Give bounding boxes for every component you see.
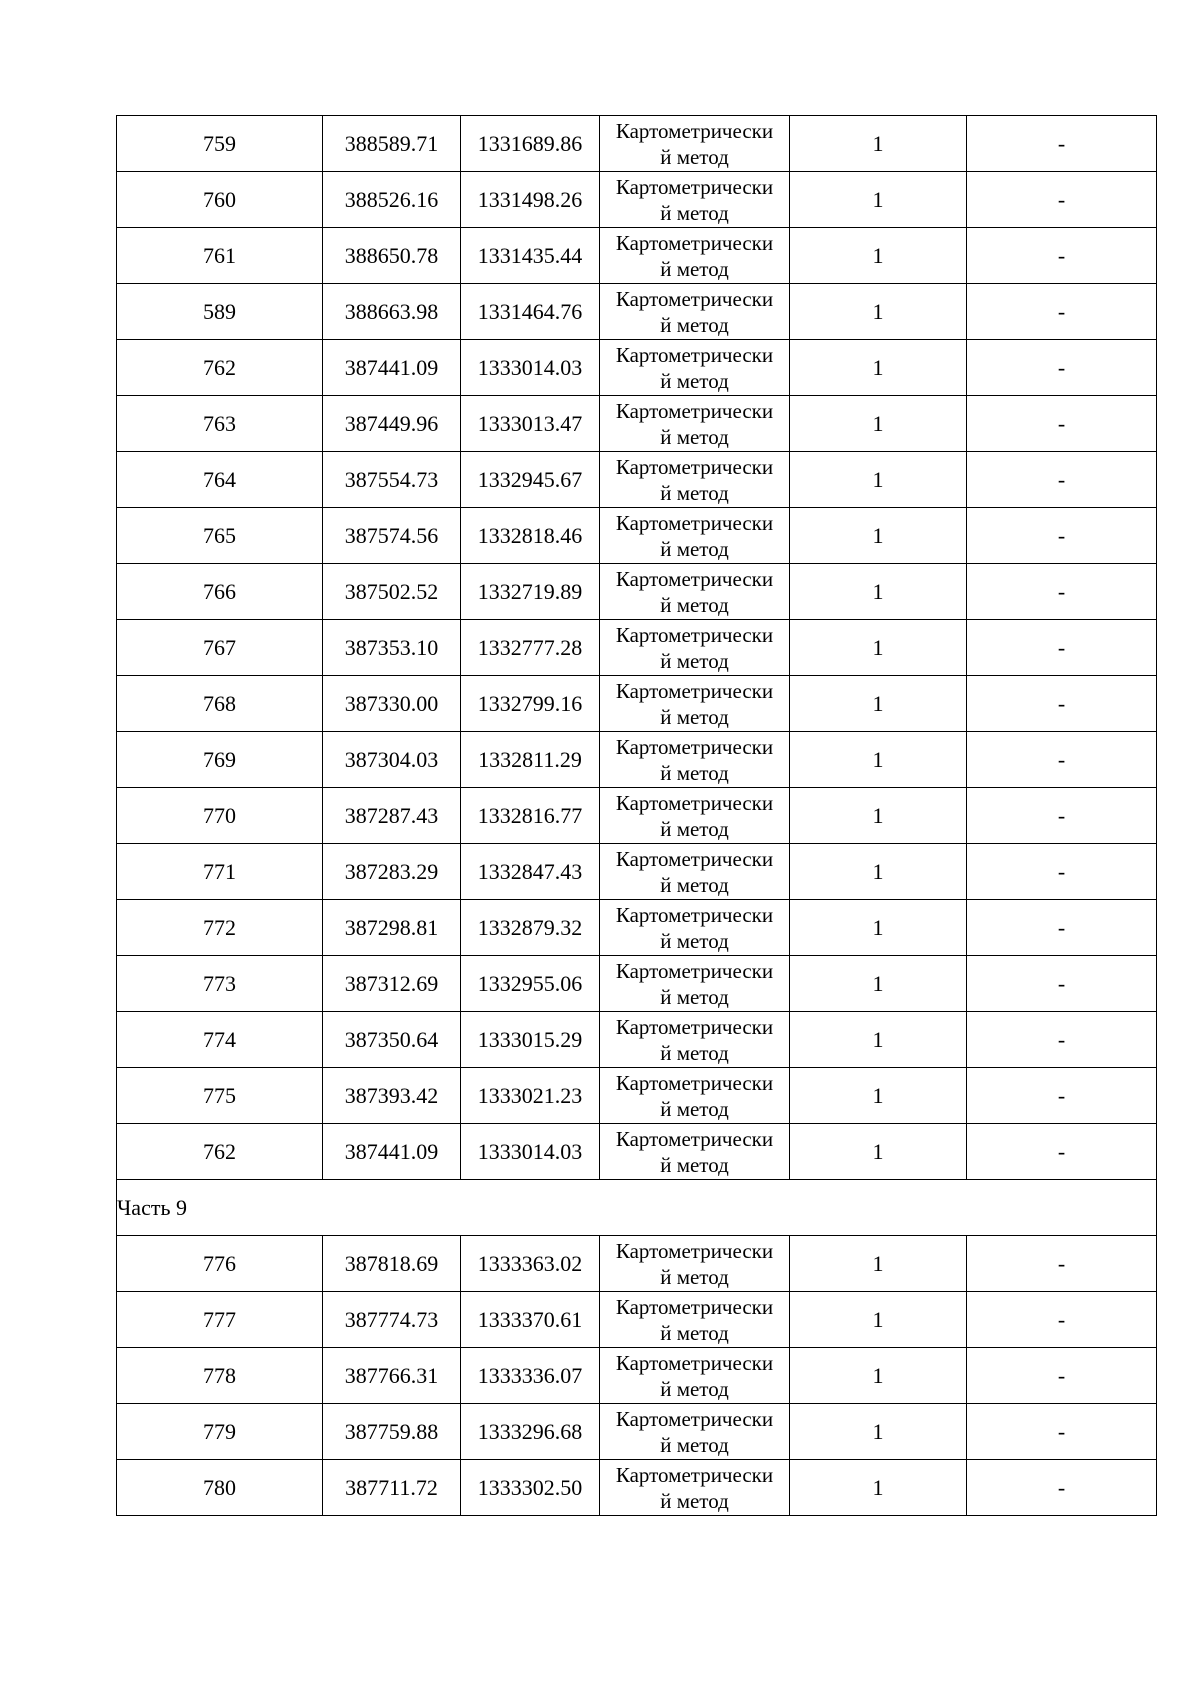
method-text-line: Картометрически (615, 958, 774, 983)
method-text-line: Картометрически (615, 622, 774, 647)
coordinate-y-cell: 1333015.29 (461, 1012, 600, 1068)
note-cell: - (967, 1292, 1157, 1348)
coordinate-x-cell: 387353.10 (323, 620, 461, 676)
section-title: Часть 9 (117, 1180, 1157, 1236)
accuracy-cell: 1 (790, 228, 967, 284)
accuracy-cell: 1 (790, 284, 967, 340)
method-text-line: Картометрически (615, 454, 774, 479)
method-text-line: Картометрически (615, 1294, 774, 1319)
table-row (117, 452, 1157, 508)
coordinate-y-cell: 1332945.67 (461, 452, 600, 508)
accuracy-cell: 1 (790, 1348, 967, 1404)
method-cell (600, 116, 790, 172)
accuracy-cell: 1 (790, 676, 967, 732)
coordinate-y-cell: 1332955.06 (461, 956, 600, 1012)
note-cell: - (967, 228, 1157, 284)
coordinate-y-cell: 1332777.28 (461, 620, 600, 676)
point-number-cell: 760 (117, 172, 323, 228)
method-cell (600, 396, 790, 452)
table-row (117, 1068, 1157, 1124)
coordinate-x-cell: 387774.73 (323, 1292, 461, 1348)
table-row (117, 1124, 1157, 1180)
coordinate-x-cell: 387283.29 (323, 844, 461, 900)
point-number-cell: 761 (117, 228, 323, 284)
method-text-line: й метод (660, 256, 729, 281)
accuracy-cell: 1 (790, 1292, 967, 1348)
method-text-line: й метод (660, 760, 729, 785)
accuracy-cell: 1 (790, 1124, 967, 1180)
method-text-line: Картометрически (615, 1126, 774, 1151)
method-text-line: й метод (660, 1376, 729, 1401)
note-cell: - (967, 1460, 1157, 1516)
note-cell: - (967, 172, 1157, 228)
method-cell (600, 284, 790, 340)
method-text-line: й метод (660, 872, 729, 897)
method-cell (600, 564, 790, 620)
method-text-line: й метод (660, 144, 729, 169)
accuracy-cell: 1 (790, 900, 967, 956)
method-text-line: й метод (660, 1432, 729, 1457)
coordinate-x-cell: 387312.69 (323, 956, 461, 1012)
point-number-cell: 772 (117, 900, 323, 956)
coordinate-y-cell: 1331435.44 (461, 228, 600, 284)
accuracy-cell: 1 (790, 340, 967, 396)
accuracy-cell: 1 (790, 1236, 967, 1292)
method-cell (600, 172, 790, 228)
accuracy-cell: 1 (790, 1460, 967, 1516)
coordinate-x-cell: 387330.00 (323, 676, 461, 732)
note-cell: - (967, 956, 1157, 1012)
method-cell (600, 900, 790, 956)
method-cell (600, 676, 790, 732)
table-row (117, 1012, 1157, 1068)
coordinate-x-cell: 388663.98 (323, 284, 461, 340)
method-cell (600, 620, 790, 676)
point-number-cell: 774 (117, 1012, 323, 1068)
table-body (117, 116, 1157, 1516)
table-row (117, 340, 1157, 396)
method-text-line: й метод (660, 200, 729, 225)
point-number-cell: 769 (117, 732, 323, 788)
method-text-line: Картометрически (615, 846, 774, 871)
note-cell: - (967, 1012, 1157, 1068)
coordinate-x-cell: 387574.56 (323, 508, 461, 564)
coordinate-x-cell: 388589.71 (323, 116, 461, 172)
table-row (117, 900, 1157, 956)
point-number-cell: 771 (117, 844, 323, 900)
method-cell (600, 1124, 790, 1180)
point-number-cell: 766 (117, 564, 323, 620)
method-text-line: Картометрически (615, 398, 774, 423)
accuracy-cell: 1 (790, 172, 967, 228)
note-cell: - (967, 564, 1157, 620)
accuracy-cell: 1 (790, 1012, 967, 1068)
table-row (117, 676, 1157, 732)
coordinate-y-cell: 1332847.43 (461, 844, 600, 900)
method-cell (600, 1404, 790, 1460)
note-cell: - (967, 284, 1157, 340)
table-row (117, 508, 1157, 564)
method-text-line: Картометрически (615, 1070, 774, 1095)
method-text-line: Картометрически (615, 510, 774, 535)
note-cell: - (967, 900, 1157, 956)
method-text-line: й метод (660, 480, 729, 505)
coordinate-x-cell: 388650.78 (323, 228, 461, 284)
accuracy-cell: 1 (790, 620, 967, 676)
method-cell (600, 1068, 790, 1124)
method-cell (600, 732, 790, 788)
table-row (117, 1460, 1157, 1516)
table-row (117, 844, 1157, 900)
method-cell (600, 844, 790, 900)
method-cell (600, 340, 790, 396)
method-text-line: й метод (660, 1488, 729, 1513)
method-text-line: Картометрически (615, 1462, 774, 1487)
coordinate-x-cell: 387759.88 (323, 1404, 461, 1460)
coordinate-x-cell: 387502.52 (323, 564, 461, 620)
method-text-line: й метод (660, 648, 729, 673)
method-text-line: й метод (660, 928, 729, 953)
coordinate-x-cell: 387441.09 (323, 340, 461, 396)
table-row (117, 172, 1157, 228)
coordinate-x-cell: 387350.64 (323, 1012, 461, 1068)
method-text-line: Картометрически (615, 1350, 774, 1375)
coordinate-y-cell: 1332719.89 (461, 564, 600, 620)
coordinate-y-cell: 1332818.46 (461, 508, 600, 564)
table-row (117, 228, 1157, 284)
point-number-cell: 768 (117, 676, 323, 732)
coordinate-y-cell: 1333021.23 (461, 1068, 600, 1124)
note-cell: - (967, 1068, 1157, 1124)
accuracy-cell: 1 (790, 1068, 967, 1124)
accuracy-cell: 1 (790, 396, 967, 452)
coordinate-y-cell: 1333014.03 (461, 340, 600, 396)
method-text-line: й метод (660, 592, 729, 617)
coordinate-x-cell: 387287.43 (323, 788, 461, 844)
method-text-line: й метод (660, 1096, 729, 1121)
method-text-line: й метод (660, 1040, 729, 1065)
table-row (117, 1236, 1157, 1292)
note-cell: - (967, 788, 1157, 844)
accuracy-cell: 1 (790, 956, 967, 1012)
coordinate-y-cell: 1332816.77 (461, 788, 600, 844)
method-cell (600, 508, 790, 564)
coordinate-y-cell: 1331464.76 (461, 284, 600, 340)
method-text-line: й метод (660, 704, 729, 729)
table-row (117, 284, 1157, 340)
method-cell (600, 1460, 790, 1516)
note-cell: - (967, 1124, 1157, 1180)
coordinate-x-cell: 387393.42 (323, 1068, 461, 1124)
coordinate-y-cell: 1331498.26 (461, 172, 600, 228)
method-text-line: Картометрически (615, 734, 774, 759)
coordinate-y-cell: 1333296.68 (461, 1404, 600, 1460)
method-cell (600, 228, 790, 284)
method-text-line: й метод (660, 1264, 729, 1289)
point-number-cell: 762 (117, 1124, 323, 1180)
method-text-line: й метод (660, 536, 729, 561)
coordinate-y-cell: 1332799.16 (461, 676, 600, 732)
coordinate-x-cell: 387449.96 (323, 396, 461, 452)
note-cell: - (967, 396, 1157, 452)
method-cell (600, 1236, 790, 1292)
method-text-line: Картометрически (615, 1014, 774, 1039)
method-text-line: й метод (660, 312, 729, 337)
table-row (117, 956, 1157, 1012)
table-row (117, 564, 1157, 620)
method-text-line: Картометрически (615, 678, 774, 703)
coordinate-y-cell: 1333336.07 (461, 1348, 600, 1404)
accuracy-cell: 1 (790, 1404, 967, 1460)
coordinates-table (116, 115, 1157, 1516)
table-row (117, 116, 1157, 172)
method-text-line: Картометрически (615, 902, 774, 927)
method-text-line: Картометрически (615, 1406, 774, 1431)
note-cell: - (967, 1236, 1157, 1292)
point-number-cell: 759 (117, 116, 323, 172)
point-number-cell: 773 (117, 956, 323, 1012)
table-row (117, 788, 1157, 844)
table-row (117, 732, 1157, 788)
method-text-line: й метод (660, 424, 729, 449)
coordinate-y-cell: 1332811.29 (461, 732, 600, 788)
note-cell: - (967, 1348, 1157, 1404)
method-text-line: й метод (660, 368, 729, 393)
coordinate-x-cell: 387711.72 (323, 1460, 461, 1516)
section-header-row (117, 1180, 1157, 1236)
accuracy-cell: 1 (790, 508, 967, 564)
coordinate-x-cell: 388526.16 (323, 172, 461, 228)
note-cell: - (967, 452, 1157, 508)
point-number-cell: 762 (117, 340, 323, 396)
accuracy-cell: 1 (790, 564, 967, 620)
coordinate-x-cell: 387298.81 (323, 900, 461, 956)
point-number-cell: 764 (117, 452, 323, 508)
method-cell (600, 1012, 790, 1068)
point-number-cell: 776 (117, 1236, 323, 1292)
note-cell: - (967, 844, 1157, 900)
point-number-cell: 765 (117, 508, 323, 564)
accuracy-cell: 1 (790, 116, 967, 172)
point-number-cell: 780 (117, 1460, 323, 1516)
point-number-cell: 775 (117, 1068, 323, 1124)
coordinate-y-cell: 1333302.50 (461, 1460, 600, 1516)
coordinate-y-cell: 1333370.61 (461, 1292, 600, 1348)
point-number-cell: 589 (117, 284, 323, 340)
method-text-line: й метод (660, 1152, 729, 1177)
note-cell: - (967, 508, 1157, 564)
coordinate-y-cell: 1333013.47 (461, 396, 600, 452)
table-row (117, 620, 1157, 676)
method-cell (600, 1348, 790, 1404)
table-row (117, 1292, 1157, 1348)
coordinate-x-cell: 387554.73 (323, 452, 461, 508)
method-text-line: Картометрически (615, 118, 774, 143)
accuracy-cell: 1 (790, 452, 967, 508)
accuracy-cell: 1 (790, 732, 967, 788)
coordinate-x-cell: 387766.31 (323, 1348, 461, 1404)
method-cell (600, 1292, 790, 1348)
point-number-cell: 763 (117, 396, 323, 452)
note-cell: - (967, 1404, 1157, 1460)
coordinate-y-cell: 1333363.02 (461, 1236, 600, 1292)
accuracy-cell: 1 (790, 844, 967, 900)
note-cell: - (967, 340, 1157, 396)
note-cell: - (967, 676, 1157, 732)
method-text-line: й метод (660, 984, 729, 1009)
table-row (117, 1348, 1157, 1404)
point-number-cell: 778 (117, 1348, 323, 1404)
method-text-line: Картометрически (615, 174, 774, 199)
method-text-line: Картометрически (615, 342, 774, 367)
coordinate-y-cell: 1331689.86 (461, 116, 600, 172)
method-text-line: Картометрически (615, 286, 774, 311)
method-cell (600, 452, 790, 508)
method-text-line: Картометрически (615, 230, 774, 255)
method-text-line: Картометрически (615, 566, 774, 591)
note-cell: - (967, 732, 1157, 788)
table-row (117, 1404, 1157, 1460)
point-number-cell: 779 (117, 1404, 323, 1460)
point-number-cell: 777 (117, 1292, 323, 1348)
accuracy-cell: 1 (790, 788, 967, 844)
point-number-cell: 767 (117, 620, 323, 676)
coordinate-x-cell: 387441.09 (323, 1124, 461, 1180)
method-cell (600, 788, 790, 844)
method-cell (600, 956, 790, 1012)
table-row (117, 396, 1157, 452)
coordinate-y-cell: 1332879.32 (461, 900, 600, 956)
method-text-line: й метод (660, 816, 729, 841)
method-text-line: Картометрически (615, 790, 774, 815)
note-cell: - (967, 116, 1157, 172)
coordinate-y-cell: 1333014.03 (461, 1124, 600, 1180)
point-number-cell: 770 (117, 788, 323, 844)
coordinate-x-cell: 387818.69 (323, 1236, 461, 1292)
note-cell: - (967, 620, 1157, 676)
method-text-line: й метод (660, 1320, 729, 1345)
method-text-line: Картометрически (615, 1238, 774, 1263)
coordinate-x-cell: 387304.03 (323, 732, 461, 788)
